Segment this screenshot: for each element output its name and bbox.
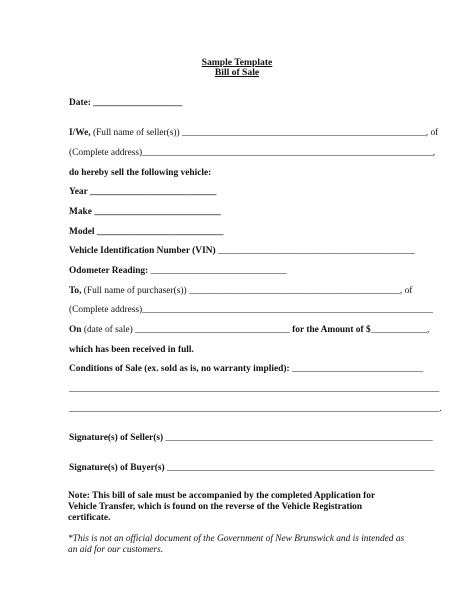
sellers-label: I/We, — [69, 128, 91, 138]
seller-signature-field[interactable] — [69, 433, 433, 444]
purchaser-line[interactable]: (Full name of purchaser(s)) _____________________________________________, of — [81, 286, 413, 296]
disclaimer: *This is not an official document of the Government of New Brunswick and is intended as an aid for our customers. — [68, 534, 405, 555]
odometer-label: Odometer Reading: — [69, 266, 149, 276]
date-field[interactable]: Date: ___________________ — [69, 98, 183, 108]
make-field[interactable]: Make ___________________________ — [69, 207, 221, 217]
sellers-field[interactable] — [69, 128, 438, 139]
buyer-signature-field[interactable] — [69, 463, 434, 474]
purchaser-address-field[interactable]: (Complete address)______________________________________________________________ — [69, 305, 433, 315]
transfer-note: Note: This bill of sale must be accompanied by the completed Application for Vehicle Transfer, which is found on the reverse of the Vehicle Registration certificate. — [68, 491, 375, 523]
sale-date-line[interactable]: (date of sale) _________________________________ — [81, 325, 290, 335]
conditions-label: Conditions of Sale (ex. sold as is, no warranty implied): — [69, 364, 290, 374]
model-field[interactable]: Model ___________________________ — [69, 227, 224, 237]
vin-label: Vehicle Identification Number (VIN) — [69, 246, 216, 256]
amount-label: for the Amount of $ — [289, 325, 371, 335]
conditions-line-1[interactable]: ____________________________ — [289, 364, 424, 374]
to-label: To, — [69, 286, 82, 296]
odometer-line[interactable]: _____________________________ — [148, 266, 287, 276]
year-field[interactable]: Year ___________________________ — [69, 187, 217, 197]
buyer-signature-line[interactable]: _________________________________________________________ — [164, 463, 435, 473]
received-statement: which has been received in full. — [69, 345, 194, 355]
conditions-line-2[interactable]: _______________________________________________________________________________ — [69, 384, 440, 394]
sellers-line[interactable]: (Full name of seller(s)) ____________________________________________________, of — [90, 128, 439, 138]
seller-signature-label: Signature(s) of Seller(s) — [69, 433, 164, 443]
conditions-field[interactable] — [69, 364, 423, 375]
conditions-line-3[interactable]: _______________________________________________________________________________. — [69, 404, 442, 414]
document-title-line1: Sample Template — [201, 57, 273, 68]
document-title-line2: Bill of Sale — [214, 67, 260, 78]
amount-line[interactable]: ____________, — [370, 325, 430, 335]
odometer-field[interactable] — [69, 266, 287, 277]
purchaser-field[interactable] — [69, 286, 412, 297]
buyer-signature-label: Signature(s) of Buyer(s) — [69, 463, 165, 473]
seller-signature-line[interactable]: _________________________________________________________ — [163, 433, 433, 443]
vin-line[interactable]: __________________________________________ — [215, 246, 415, 256]
seller-address-field[interactable]: (Complete address)______________________________________________________________, — [69, 148, 436, 158]
sell-statement: do hereby sell the following vehicle: — [69, 168, 212, 178]
sale-date-amount-field[interactable] — [69, 325, 429, 336]
vin-field[interactable] — [69, 246, 415, 257]
on-label: On — [69, 325, 82, 335]
